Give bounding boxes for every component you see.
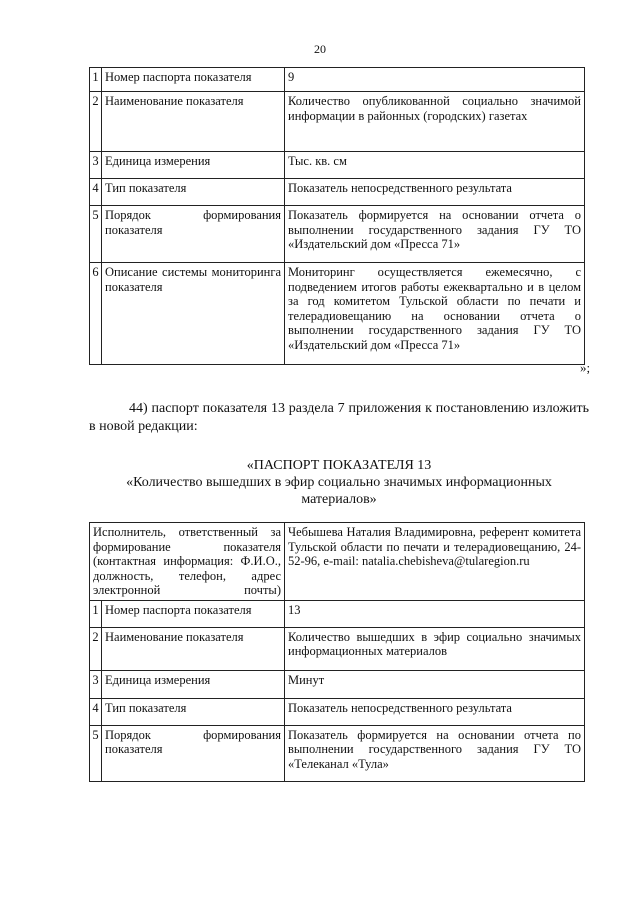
row-label: Порядок формирования показателя bbox=[102, 206, 285, 263]
table-row bbox=[90, 627, 585, 670]
passport-heading bbox=[89, 457, 589, 508]
row-value: Тыс. кв. см bbox=[285, 152, 585, 179]
row-value: Показатель непосредственного результата bbox=[285, 698, 585, 725]
row-label: Тип показателя bbox=[102, 179, 285, 206]
row-label: Наименование показателя bbox=[102, 627, 285, 670]
row-number: 5 bbox=[90, 725, 102, 781]
page-number: 20 bbox=[314, 42, 326, 56]
row-number: 1 bbox=[90, 600, 102, 627]
indicator-table-13 bbox=[89, 522, 585, 782]
row-label: Единица измерения bbox=[102, 670, 285, 698]
row-number: 3 bbox=[90, 670, 102, 698]
table-row bbox=[90, 263, 585, 365]
row-number: 2 bbox=[90, 627, 102, 670]
paragraph-text: 44) паспорт показателя 13 раздела 7 приложения к постановлению изложить в новой редакции: bbox=[89, 401, 589, 434]
row-number: 4 bbox=[90, 179, 102, 206]
row-label: Номер паспорта показателя bbox=[102, 600, 285, 627]
row-number: 3 bbox=[90, 152, 102, 179]
executor-row bbox=[90, 523, 585, 601]
row-label: Наименование показателя bbox=[102, 92, 285, 152]
table-row bbox=[90, 670, 585, 698]
executor-value: Чебышева Наталия Владимировна, референт комитета Тульской области по печати и телерадиовещанию, 24-52-96, e-mail: natalia.chebisheva@tularegion.ru bbox=[285, 523, 585, 601]
closing-quote: »; bbox=[580, 360, 591, 375]
row-value: 9 bbox=[285, 68, 585, 92]
row-value: 13 bbox=[285, 600, 585, 627]
row-label: Единица измерения bbox=[102, 152, 285, 179]
row-value: Мониторинг осуществляется ежемесячно, с подведением итогов работы ежеквартально и в целом за год комитетом Тульской области по печати и телерадиовещанию на основании отчета о выполнении государственного задания ГУ ТО «Издательский дом «Пресса 71» bbox=[285, 263, 585, 365]
passport-title: «ПАСПОРТ ПОКАЗАТЕЛЯ 13 bbox=[246, 458, 432, 473]
table-row bbox=[90, 179, 585, 206]
row-value: Минут bbox=[285, 670, 585, 698]
row-number: 1 bbox=[90, 68, 102, 92]
row-number: 4 bbox=[90, 698, 102, 725]
passport-subtitle: «Количество вышедших в эфир социально значимых информационных материалов» bbox=[126, 475, 552, 507]
table-row bbox=[90, 206, 585, 263]
row-value: Количество вышедших в эфир социально значимых информационных материалов bbox=[285, 627, 585, 670]
row-label: Тип показателя bbox=[102, 698, 285, 725]
table-row bbox=[90, 725, 585, 781]
table-row bbox=[90, 698, 585, 725]
executor-label: Исполнитель, ответственный за формирование показателя (контактная информация: Ф.И.О., должность, телефон, адрес электронной почты) bbox=[90, 523, 285, 601]
row-number: 5 bbox=[90, 206, 102, 263]
row-value: Показатель формируется на основании отчета по выполнении государственного задания ГУ ТО «Телеканал «Тула» bbox=[285, 725, 585, 781]
table-row bbox=[90, 152, 585, 179]
table-row bbox=[90, 92, 585, 152]
table-row bbox=[90, 600, 585, 627]
table-row bbox=[90, 68, 585, 92]
row-label: Описание системы мониторинга показателя bbox=[102, 263, 285, 365]
row-number: 2 bbox=[90, 92, 102, 152]
row-value: Количество опубликованной социально значимой информации в районных (городских) газетах bbox=[285, 92, 585, 152]
row-value: Показатель непосредственного результата bbox=[285, 179, 585, 206]
row-label: Номер паспорта показателя bbox=[102, 68, 285, 92]
amendment-paragraph bbox=[89, 400, 589, 436]
row-label: Порядок формирования показателя bbox=[102, 725, 285, 781]
row-number: 6 bbox=[90, 263, 102, 365]
row-value: Показатель формируется на основании отчета о выполнении государственного задания ГУ ТО «Издательский дом «Пресса 71» bbox=[285, 206, 585, 263]
indicator-table-9 bbox=[89, 67, 585, 365]
